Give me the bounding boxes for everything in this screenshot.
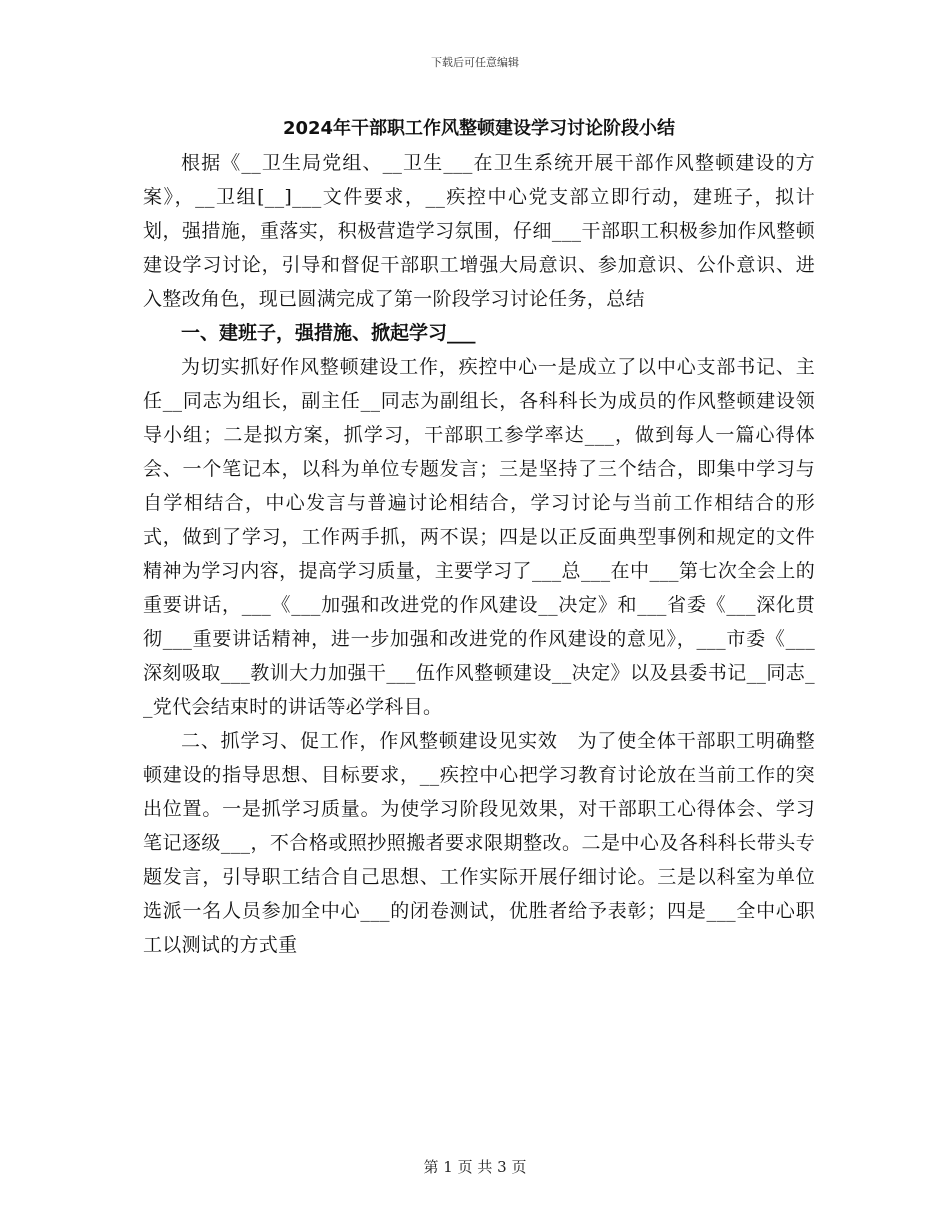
document-body xyxy=(143,112,815,962)
section-1-heading: 一、建班子，强措施、掀起学习___ xyxy=(181,322,476,344)
intro-paragraph: 根据《__卫生局党组、__卫生___在卫生系统开展干部作风整顿建设的方案》，__卫组[__]___文件要求，__疾控中心党支部立即行动，建班子，拟计划，强措施，重落实，积极营造学习氛围，仔细___干部职工积极参加作风整顿建设学习讨论，引导和督促干部职工增强大局意识、参加意识、公仆意识、进入整改角色，现已圆满完成了第一阶段学习讨论任务，总结 xyxy=(143,152,815,310)
page-footer: 第 1 页 共 3 页 xyxy=(423,1158,527,1176)
section-1-paragraph: 为切实抓好作风整顿建设工作，疾控中心一是成立了以中心支部书记、主任__同志为组长，副主任__同志为副组长，各科科长为成员的作风整顿建设领导小组；二是拟方案，抓学习，干部职工参学率达___，做到每人一篇心得体会、一个笔记本，以科为单位专题发言；三是坚持了三个结合，即集中学习与自学相结合，中心发言与普遍讨论相结合，学习讨论与当前工作相结合的形式，做到了学习，工作两手抓，两不误；四是以正反面典型事例和规定的文件精神为学习内容，提高学习质量，主要学习了___总___在中___第七次全会上的重要讲话，___《___加强和改进党的作风建设__决定》和___省委《___深化贯彻___重要讲话精神，进一步加强和改进党的作风建设的意见》，___市委《___深刻吸取___教训大力加强干___伍作风整顿建设__决定》以及县委书记__同志__党代会结束时的讲话等必学科目。 xyxy=(143,356,815,718)
section-2-paragraph: 二、抓学习、促工作，作风整顿建设见实效 为了使全体干部职工明确整顿建设的指导思想、目标要求，__疾控中心把学习教育讨论放在当前工作的突出位置。一是抓学习质量。为使学习阶段见效果，对干部职工心得体会、学习笔记逐级___，不合格或照抄照搬者要求限期整改。二是中心及各科科长带头专题发言，引导职工结合自己思想、工作实际开展仔细讨论。三是以科室为单位选派一名人员参加全中心___的闭卷测试，优胜者给予表彰；四是___全中心职工以测试的方式重 xyxy=(143,730,815,956)
document-title: 2024年干部职工作风整顿建设学习讨论阶段小结 xyxy=(282,118,676,139)
page-header-note: 下载后可任意编辑 xyxy=(431,56,519,69)
